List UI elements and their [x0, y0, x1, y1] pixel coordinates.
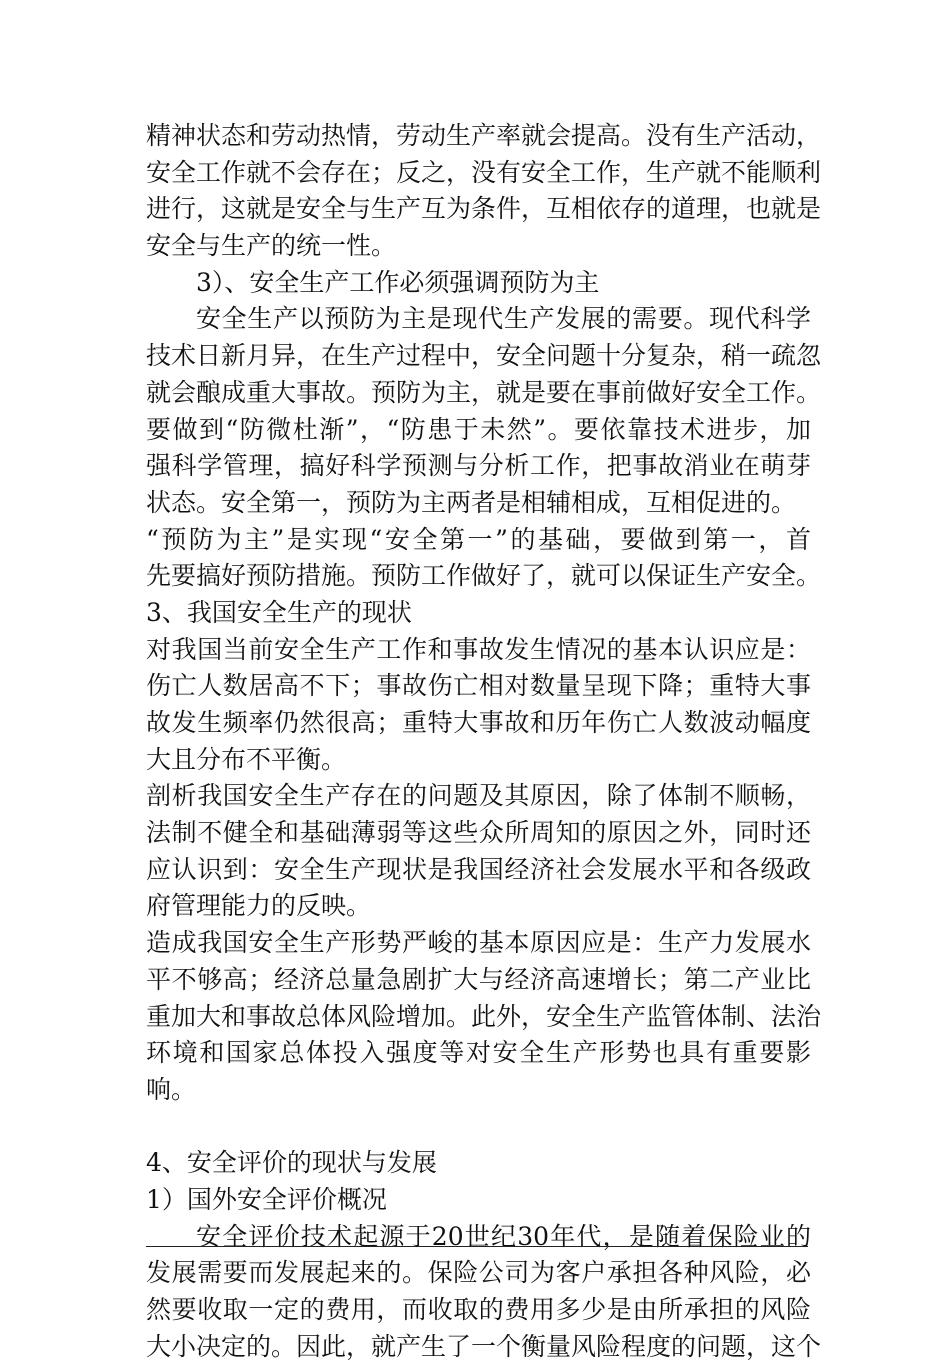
text-line: 造成我国安全生产形势严峻的基本原因应是：生产力发展水 [146, 928, 811, 958]
footer-rule [146, 1246, 808, 1247]
body-text [146, 118, 822, 1365]
text-line: 伤亡人数居高不下；事故伤亡相对数量呈现下降；重特大事 [146, 671, 811, 701]
text-line: 发展需要而发展起来的。保险公司为客户承担各种风险，必 [146, 1258, 811, 1288]
text-line: 安全与生产的统一性。 [146, 231, 397, 261]
text-line: “预防为主”是实现“安全第一”的基础，要做到第一，首 [146, 524, 811, 554]
text-line: 技术日新月异，在生产过程中，安全问题十分复杂，稍一疏忽 [146, 341, 822, 371]
text-line: 剖析我国安全生产存在的问题及其原因，除了体制不顺畅， [146, 781, 811, 811]
text-line: 状态。安全第一，预防为主两者是相辅相成，互相促进的。 [146, 487, 797, 517]
text-line: 对我国当前安全生产工作和事故发生情况的基本认识应是： [146, 634, 811, 664]
text-line: 大小决定的。因此，就产生了一个衡量风险程度的问题，这个 [146, 1331, 822, 1361]
text-line: 安全工作就不会存在；反之，没有安全工作，生产就不能顺利 [146, 157, 822, 187]
text-line: 3）、安全生产工作必须强调预防为主 [196, 267, 600, 297]
text-line: 响。 [146, 1074, 197, 1104]
text-line: 大且分布不平衡。 [146, 744, 347, 774]
text-line: 3、我国安全生产的现状 [146, 597, 412, 627]
text-line: 要做到“防微杜渐”，“防患于未然”。要依靠技术进步，加 [146, 414, 811, 444]
text-line: 先要搞好预防措施。预防工作做好了，就可以保证生产安全。 [146, 561, 822, 591]
text-line: 应认识到：安全生产现状是我国经济社会发展水平和各级政 [146, 854, 811, 884]
text-line: 安全生产以预防为主是现代生产发展的需要。现代科学 [196, 304, 811, 334]
text-line: 精神状态和劳动热情，劳动生产率就会提高。没有生产活动， [146, 121, 822, 150]
text-line: 1）国外安全评价概况 [146, 1184, 387, 1214]
text-line: 法制不健全和基础薄弱等这些众所周知的原因之外，同时还 [146, 818, 811, 848]
text-line: 强科学管理，搞好科学预测与分析工作，把事故消业在萌芽 [146, 451, 811, 481]
text-line: 就会酿成重大事故。预防为主，就是要在事前做好安全工作。 [146, 377, 822, 407]
blank-line [146, 1109, 811, 1146]
text-line: 然要收取一定的费用，而收取的费用多少是由所承担的风险 [146, 1295, 811, 1324]
text-line: 府管理能力的反映。 [146, 891, 372, 921]
text-line: 平不够高；经济总量急剧扩大与经济高速增长；第二产业比 [146, 964, 811, 994]
text-line: 环境和国家总体投入强度等对安全生产形势也具有重要影 [146, 1038, 811, 1068]
text-line: 安全评价技术起源于20世纪30年代，是随着保险业的 [196, 1221, 811, 1251]
text-line: 故发生频率仍然很高；重特大事故和历年伤亡人数波动幅度 [146, 708, 811, 737]
text-line: 重加大和事故总体风险增加。此外，安全生产监管体制、法治 [146, 1001, 822, 1031]
text-line: 4、安全评价的现状与发展 [146, 1148, 437, 1178]
text-line: 进行，这就是安全与生产互为条件，互相依存的道理，也就是 [146, 194, 822, 224]
